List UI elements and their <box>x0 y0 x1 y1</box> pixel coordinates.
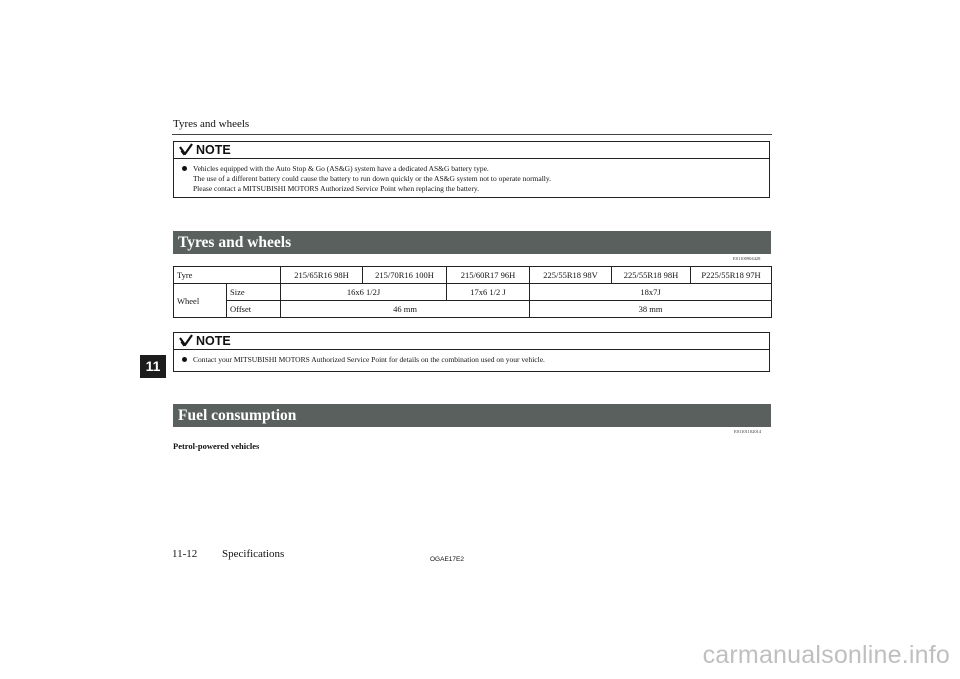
note-line: Contact your MITSUBISHI MOTORS Authorized Service Point for details on the combination used on your vehicle. <box>193 355 545 364</box>
note-header <box>174 333 769 350</box>
size-label-cell: Size <box>227 284 281 301</box>
offset-label-cell: Offset <box>227 301 281 318</box>
table-row-tyre <box>174 267 772 284</box>
note-box-contact <box>173 332 770 372</box>
subheading: Petrol-powered vehicles <box>173 441 260 451</box>
note-body <box>174 350 769 368</box>
note-line: Please contact a MITSUBISHI MOTORS Authorized Service Point when replacing the battery. <box>193 184 479 193</box>
size-cell: 16x6 1/2J <box>281 284 447 301</box>
section-code: E01100904428 <box>733 256 761 261</box>
header-divider <box>172 134 772 135</box>
section-heading-fuel <box>173 404 771 427</box>
tyre-label-cell: Tyre <box>174 267 281 284</box>
tyre-cell: 225/55R18 98V <box>530 267 612 284</box>
tyres-wheels-table <box>173 266 772 318</box>
note-box-battery <box>173 141 770 198</box>
footer-page-number: 11-12 <box>172 548 198 560</box>
footer-section-name: Specifications <box>222 548 285 560</box>
watermark: carmanualsonline.info <box>702 641 950 669</box>
size-cell: 17x6 1/2 J <box>447 284 530 301</box>
note-line: Vehicles equipped with the Auto Stop & Go (AS&G) system have a dedicated AS&G battery type. <box>193 164 489 173</box>
bullet-icon <box>182 166 187 171</box>
section-heading-tyres <box>173 231 771 254</box>
tyre-cell: P225/55R18 97H <box>691 267 772 284</box>
section-code: E01101102014 <box>734 429 762 434</box>
tyre-cell: 215/70R16 100H <box>363 267 447 284</box>
tyre-cell: 215/60R17 96H <box>447 267 530 284</box>
note-header <box>174 142 769 159</box>
offset-cell: 38 mm <box>530 301 772 318</box>
table-row-offset <box>174 301 772 318</box>
offset-cell: 46 mm <box>281 301 530 318</box>
note-body <box>174 159 769 197</box>
note-label: NOTE <box>196 334 231 348</box>
note-pencil-icon <box>179 334 193 347</box>
size-cell: 18x7J <box>530 284 772 301</box>
page-header-title: Tyres and wheels <box>173 118 250 130</box>
footer-manual-code: OGAE17E2 <box>430 556 464 563</box>
tyre-cell: 215/65R16 98H <box>281 267 363 284</box>
chapter-tab: 11 <box>140 355 166 378</box>
section-title: Tyres and wheels <box>178 234 292 251</box>
wheel-label-cell: Wheel <box>174 284 227 318</box>
tyre-cell: 225/55R18 98H <box>612 267 691 284</box>
table-row-size <box>174 284 772 301</box>
note-pencil-icon <box>179 143 193 156</box>
section-title: Fuel consumption <box>178 407 297 424</box>
note-line: The use of a different battery could cause the battery to run down quickly or the AS&G system not to operate normally. <box>193 174 552 183</box>
bullet-icon <box>182 357 187 362</box>
note-label: NOTE <box>196 143 231 157</box>
